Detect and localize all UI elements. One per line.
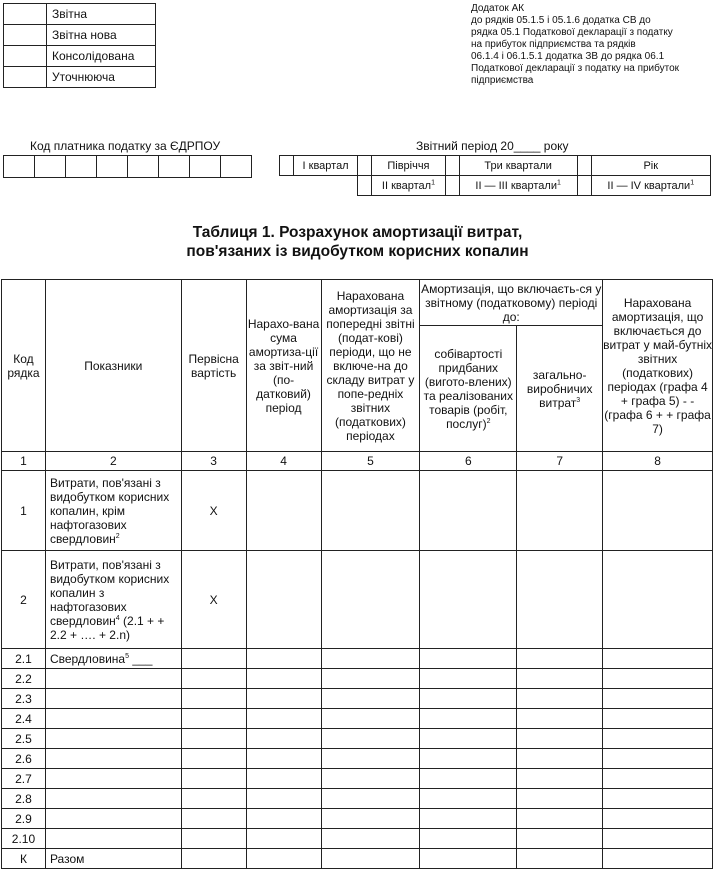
header-included-group: Амортизація, що включаєть-ся у звітному (податковому) періоді до: (421, 281, 602, 324)
value-cell[interactable] (321, 729, 420, 749)
value-cell[interactable] (246, 769, 321, 789)
table-row (2, 809, 713, 829)
report-type-checkbox[interactable] (4, 46, 47, 67)
value-cell[interactable] (181, 729, 246, 749)
value-cell[interactable] (603, 649, 713, 669)
value-cell[interactable] (517, 471, 603, 551)
value-cell[interactable] (246, 689, 321, 709)
period-alt: ІІ — ІІІ квартали$^1$ (459, 176, 577, 196)
value-cell[interactable] (246, 829, 321, 849)
row-code: К (2, 849, 46, 869)
value-cell[interactable] (181, 709, 246, 729)
value-cell[interactable] (603, 729, 713, 749)
value-cell[interactable] (603, 471, 713, 551)
taxpayer-code-cell[interactable] (66, 156, 97, 178)
column-number: 7 (517, 452, 603, 471)
value-cell[interactable] (603, 551, 713, 649)
total-row (2, 849, 713, 869)
column-number: 6 (420, 452, 517, 471)
value-cell[interactable] (603, 809, 713, 829)
value-cell[interactable] (603, 749, 713, 769)
value-cell[interactable] (321, 789, 420, 809)
amortization-table (1, 279, 713, 869)
appendix-line: 06.1.4 і 06.1.5.1 додатка ЗВ до рядка 06.1 (471, 51, 665, 62)
table-row (2, 709, 713, 729)
value-cell[interactable] (603, 769, 713, 789)
value-cell[interactable] (603, 669, 713, 689)
value-cell[interactable] (517, 789, 603, 809)
period-label: Звітний період 20____ року (416, 139, 569, 153)
value-cell[interactable] (517, 729, 603, 749)
appendix-note (471, 3, 713, 87)
value-cell[interactable] (181, 809, 246, 829)
value-cell[interactable] (181, 769, 246, 789)
value-cell[interactable] (321, 809, 420, 829)
value-cell[interactable] (246, 649, 321, 669)
value-cell[interactable] (420, 789, 517, 809)
value-cell[interactable] (420, 551, 517, 649)
value-cell[interactable] (420, 709, 517, 729)
period-year: Рік (591, 156, 710, 176)
taxpayer-code-cell[interactable] (4, 156, 35, 178)
value-cell[interactable] (246, 551, 321, 649)
row-code: 2.1 (2, 649, 46, 669)
value-cell[interactable] (321, 829, 420, 849)
column-number: 8 (603, 452, 713, 471)
value-cell[interactable] (420, 669, 517, 689)
value-cell[interactable] (603, 689, 713, 709)
header-overhead: загально-виробничих витрат$^3$ (517, 326, 603, 452)
table-row (2, 471, 713, 551)
value-cell[interactable] (603, 789, 713, 809)
row-code: 2.2 (2, 669, 46, 689)
report-type-table (3, 3, 156, 88)
row-code: 2.6 (2, 749, 46, 769)
value-cell[interactable] (45, 829, 181, 849)
value-cell[interactable] (181, 829, 246, 849)
row-indicator: Разом (45, 849, 181, 869)
row-code: 1 (2, 471, 46, 551)
row-code: 2.3 (2, 689, 46, 709)
value-cell[interactable] (321, 551, 420, 649)
value-cell[interactable] (517, 649, 603, 669)
appendix-line: Податкової декларації з податку на прибуток (471, 63, 680, 74)
value-cell[interactable] (517, 689, 603, 709)
header-accrued: Нарахо-вана сума амортиза-ції за звіт-ний (по-датковий) період (246, 280, 321, 452)
row-indicator: Свердловина$^5$ ___ (45, 649, 181, 669)
value-cell[interactable] (420, 749, 517, 769)
row-code: 2.7 (2, 769, 46, 789)
period-checkbox[interactable] (577, 156, 591, 176)
value-cell[interactable] (420, 829, 517, 849)
row-code: 2.4 (2, 709, 46, 729)
table-title (0, 223, 715, 261)
report-type-label: Уточнююча (47, 67, 156, 88)
table-row (2, 649, 713, 669)
table-row (2, 669, 713, 689)
value-cell[interactable] (321, 471, 420, 551)
period-three-quarters: Три квартали (459, 156, 577, 176)
taxpayer-code-cell[interactable] (128, 156, 159, 178)
value-cell[interactable] (246, 471, 321, 551)
column-number: 4 (246, 452, 321, 471)
taxpayer-code-cells (3, 155, 252, 178)
header-cost-of-goods: собівартості придбаних (вигото-влених) та реалізованих товарів (робіт, послуг)$^2$ (420, 326, 517, 452)
value-cell[interactable] (45, 709, 181, 729)
appendix-line: на прибуток підприємства та рядків (471, 39, 636, 50)
period-half-year: Півріччя (372, 156, 446, 176)
row-code: 2.10 (2, 829, 46, 849)
value-cell[interactable] (420, 689, 517, 709)
appendix-line: до рядків 05.1.5 і 05.1.6 додатка СВ до (471, 15, 651, 26)
header-indicators: Показники (45, 280, 181, 452)
value-cell[interactable] (420, 809, 517, 829)
value-cell[interactable] (45, 789, 181, 809)
value-cell[interactable] (517, 551, 603, 649)
header-code: Код рядка (2, 280, 46, 452)
report-type-label: Звітна нова (47, 25, 156, 46)
value-cell[interactable] (517, 849, 603, 869)
table-row (2, 789, 713, 809)
period-checkbox[interactable] (280, 156, 294, 176)
period-table (279, 155, 711, 196)
header-future: Нарахована амортизація, що включається до витрат у май-бутніх звітних (податкових) періодах (графа 4 + графа 5) - - (графа 6 + + графа 7) (603, 280, 713, 452)
report-type-checkbox[interactable] (4, 25, 47, 46)
value-cell[interactable] (420, 849, 517, 869)
period-quarter: І квартал (294, 156, 358, 176)
table-row (2, 729, 713, 749)
value-cell[interactable] (246, 749, 321, 769)
value-cell[interactable] (246, 849, 321, 869)
value-cell[interactable] (181, 789, 246, 809)
value-cell[interactable] (517, 749, 603, 769)
taxpayer-code-label: Код платника податку за ЄДРПОУ (30, 139, 221, 153)
report-type-label: Консолідована (47, 46, 156, 67)
value-cell[interactable] (321, 769, 420, 789)
value-cell[interactable] (181, 649, 246, 669)
taxpayer-code-cell[interactable] (221, 156, 252, 178)
value-cell[interactable] (321, 709, 420, 729)
column-number: 3 (181, 452, 246, 471)
value-cell[interactable] (517, 709, 603, 729)
value-cell[interactable] (246, 709, 321, 729)
row-indicator: Витрати, пов'язані з видобутком корисних копалин, крім нафтогазових свердловин$^2$ (45, 471, 181, 551)
table-row (2, 769, 713, 789)
value-cell[interactable] (321, 749, 420, 769)
period-checkbox[interactable] (358, 176, 372, 196)
row-code: 2.9 (2, 809, 46, 829)
value-cell[interactable] (603, 829, 713, 849)
value-cell[interactable] (603, 849, 713, 869)
header-initial-cost: Первісна вартість (181, 280, 246, 452)
value-cell[interactable] (45, 769, 181, 789)
value-cell[interactable] (420, 471, 517, 551)
taxpayer-code-cell[interactable] (35, 156, 66, 178)
appendix-line: рядка 05.1 Податкової декларації з податку (471, 27, 673, 38)
taxpayer-code-cell[interactable] (159, 156, 190, 178)
table-row (2, 749, 713, 769)
value-cell[interactable] (181, 749, 246, 769)
appendix-line: Додаток АК (471, 3, 525, 14)
value-cell[interactable] (45, 729, 181, 749)
initial-cost-cell: Х (181, 551, 246, 649)
value-cell[interactable] (45, 749, 181, 769)
title-line: Таблиця 1. Розрахунок амортизації витрат, (192, 224, 523, 241)
value-cell[interactable] (246, 789, 321, 809)
table-row (2, 689, 713, 709)
value-cell[interactable] (420, 649, 517, 669)
row-code: 2 (2, 551, 46, 649)
column-number: 2 (45, 452, 181, 471)
value-cell[interactable] (45, 689, 181, 709)
value-cell[interactable] (517, 669, 603, 689)
taxpayer-code-cell[interactable] (190, 156, 221, 178)
period-checkbox[interactable] (445, 176, 459, 196)
value-cell[interactable] (321, 649, 420, 669)
table-row (2, 829, 713, 849)
row-indicator: Витрати, пов'язані з видобутком корисних копалин з нафтогазових свердловин$^4$ (2.1 + + 2.2 + …. + 2.n) (45, 551, 181, 649)
column-number: 1 (2, 452, 46, 471)
value-cell[interactable] (181, 849, 246, 869)
column-numbers-row (2, 452, 713, 471)
value-cell[interactable] (517, 769, 603, 789)
row-code: 2.5 (2, 729, 46, 749)
period-alt: ІІ квартал$^1$ (372, 176, 446, 196)
period-checkbox[interactable] (577, 176, 591, 196)
report-type-checkbox[interactable] (4, 67, 47, 88)
value-cell[interactable] (181, 669, 246, 689)
taxpayer-code-cell[interactable] (97, 156, 128, 178)
appendix-line: підприємства (471, 75, 534, 86)
report-type-checkbox[interactable] (4, 4, 47, 25)
value-cell[interactable] (181, 689, 246, 709)
report-type-label: Звітна (47, 4, 156, 25)
table-row (2, 551, 713, 649)
value-cell[interactable] (420, 769, 517, 789)
value-cell[interactable] (45, 809, 181, 829)
title-line: пов'язаних із видобутком корисних копалин (186, 243, 529, 260)
value-cell[interactable] (246, 669, 321, 689)
column-number: 5 (321, 452, 420, 471)
value-cell[interactable] (246, 729, 321, 749)
value-cell[interactable] (517, 809, 603, 829)
value-cell[interactable] (246, 809, 321, 829)
row-code: 2.8 (2, 789, 46, 809)
period-alt: ІІ — IV квартали$^1$ (591, 176, 710, 196)
period-checkbox[interactable] (358, 156, 372, 176)
value-cell[interactable] (321, 689, 420, 709)
header-previous: Нарахована амортизація за попередні звітні (подат-кові) періоди, що не включе-на до складу витрат у попе-редніх звітних (податкових) періодах (321, 280, 420, 452)
value-cell[interactable] (321, 849, 420, 869)
period-checkbox[interactable] (445, 156, 459, 176)
initial-cost-cell: Х (181, 471, 246, 551)
value-cell[interactable] (420, 729, 517, 749)
value-cell[interactable] (321, 669, 420, 689)
value-cell[interactable] (45, 669, 181, 689)
value-cell[interactable] (517, 829, 603, 849)
value-cell[interactable] (603, 709, 713, 729)
